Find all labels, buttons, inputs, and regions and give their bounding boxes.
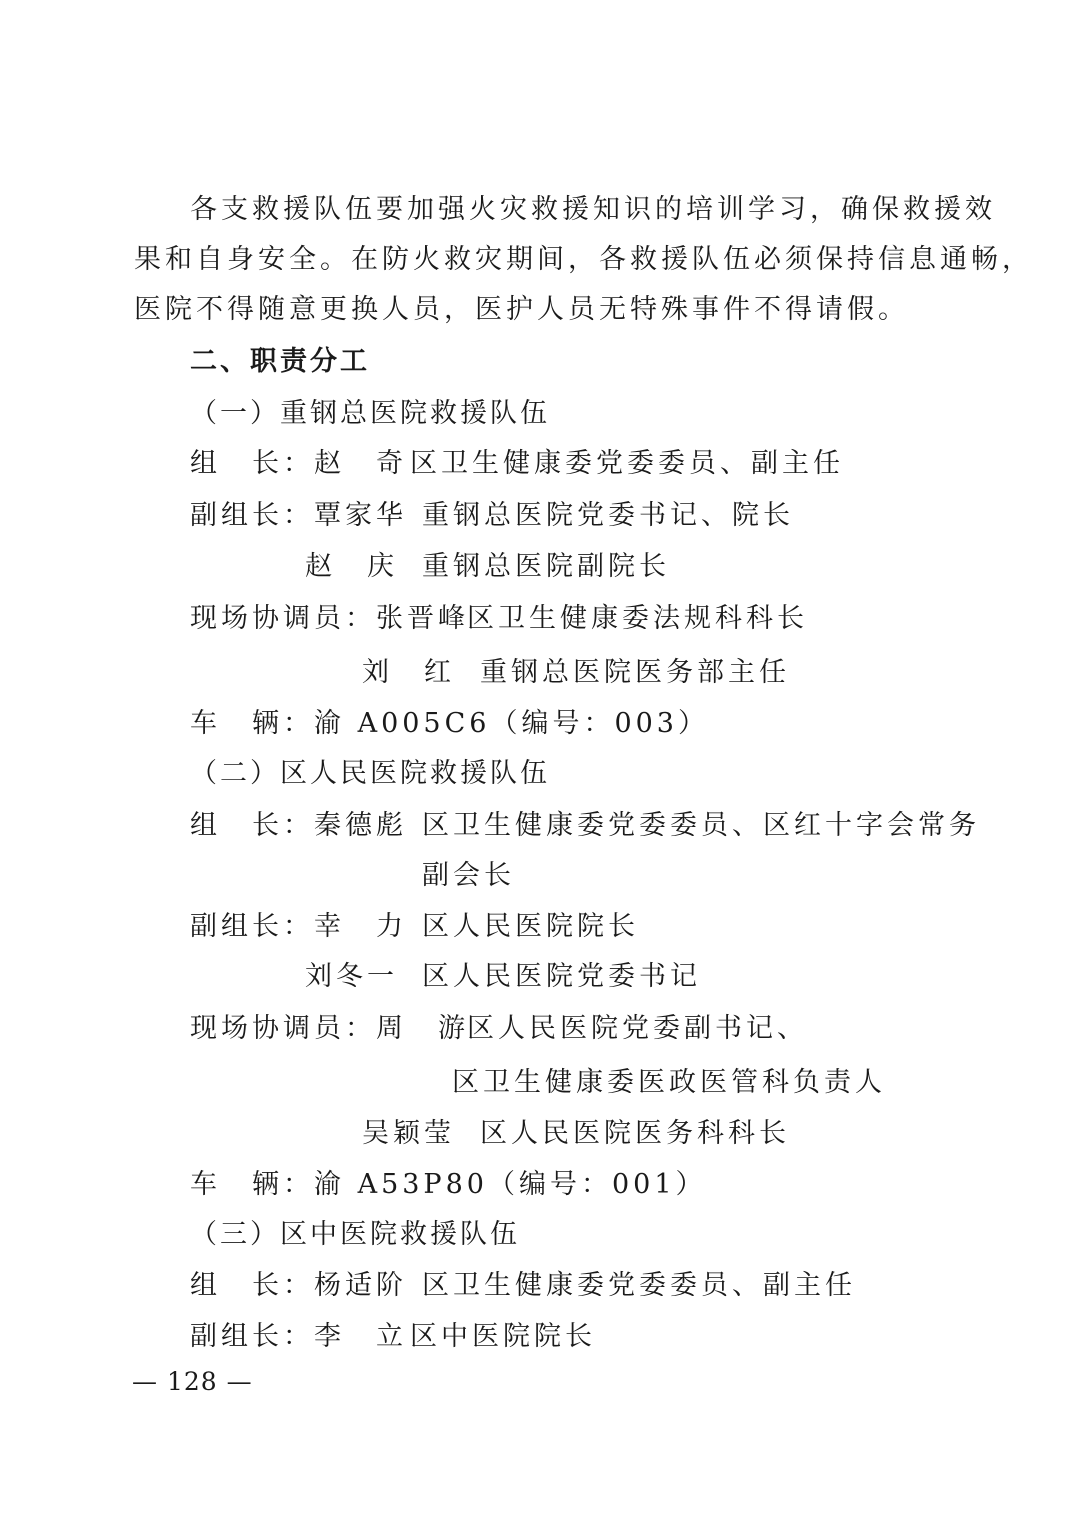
leader-label: 组 长：: [190, 448, 314, 479]
team1-coord1-role: 区卫生健康委法规科科长: [467, 603, 808, 634]
team2-coord1-role-line-1: 区人民医院党委副书记、: [467, 1013, 808, 1044]
team2-leader-row: [190, 809, 407, 843]
team1-deputy1-row: [190, 499, 407, 533]
team1-leader-row: [190, 447, 407, 481]
team1-coord2-role: 重钢总医院医务部主任: [480, 657, 790, 688]
team1-vehicle: 车 辆：渝 A005C6（编号：003）: [190, 708, 709, 739]
team2-leader-role-line-1: 区卫生健康委党委委员、区红十字会常务: [422, 810, 980, 841]
team2-leader-role-line-2: 副会长: [422, 860, 515, 891]
coordinator-label: 现场协调员：: [190, 603, 376, 634]
paragraph-line-3: 医院不得随意更换人员，医护人员无特殊事件不得请假。: [134, 294, 909, 325]
team2-coord2-name: 吴颖莹: [362, 1118, 455, 1149]
team2-deputy1-role: 区人民医院院长: [422, 911, 639, 942]
paragraph-line-1: 各支救援队伍要加强火灾救援知识的培训学习，确保救援效: [190, 194, 996, 225]
team1-deputy1-role: 重钢总医院党委书记、院长: [422, 500, 794, 531]
team1-leader-role: 区卫生健康委党委委员、副主任: [410, 448, 844, 479]
team1-coord1-row: [190, 602, 469, 636]
team2-title: （二）区人民医院救援队伍: [190, 758, 550, 789]
deputy-label: 副组长：: [190, 1321, 314, 1352]
team3-leader-role: 区卫生健康委党委委员、副主任: [422, 1270, 856, 1301]
team2-coord1-row: [190, 1012, 469, 1046]
leader-name: 秦德彪: [314, 810, 407, 841]
coordinator-name: 张晋峰: [376, 603, 469, 634]
coordinator-name: 周 游: [376, 1013, 469, 1044]
team1-deputy2-name: 赵 庆: [305, 551, 398, 582]
team1-coord2-name: 刘 红: [362, 657, 455, 688]
team2-coord1-role-line-2: 区卫生健康委医政医管科负责人: [452, 1067, 886, 1098]
team3-leader-row: [190, 1269, 407, 1303]
paragraph-line-2: 果和自身安全。在防火救灾期间，各救援队伍必须保持信息通畅，: [134, 244, 1033, 275]
leader-label: 组 长：: [190, 810, 314, 841]
deputy-name: 覃家华: [314, 500, 407, 531]
team1-deputy2-role: 重钢总医院副院长: [422, 551, 670, 582]
deputy-name: 幸 力: [314, 911, 407, 942]
team2-vehicle: 车 辆：渝 A53P80（编号：001）: [190, 1169, 707, 1200]
team3-deputy1-row: [190, 1320, 407, 1354]
leader-label: 组 长：: [190, 1270, 314, 1301]
team2-deputy2-name: 刘冬一: [305, 961, 398, 992]
page-number: — 128 —: [132, 1367, 253, 1396]
deputy-label: 副组长：: [190, 500, 314, 531]
section-title: 二、职责分工: [190, 346, 370, 377]
deputy-label: 副组长：: [190, 911, 314, 942]
leader-name: 赵 奇: [314, 448, 407, 479]
team2-deputy2-role: 区人民医院党委书记: [422, 961, 701, 992]
team1-title: （一）重钢总医院救援队伍: [190, 398, 550, 429]
deputy-name: 李 立: [314, 1321, 407, 1352]
team3-title: （三）区中医院救援队伍: [190, 1219, 520, 1250]
team2-deputy1-row: [190, 910, 407, 944]
leader-name: 杨适阶: [314, 1270, 407, 1301]
team3-deputy1-role: 区中医院院长: [410, 1321, 596, 1352]
coordinator-label: 现场协调员：: [190, 1013, 376, 1044]
team2-coord2-role: 区人民医院医务科科长: [480, 1118, 790, 1149]
